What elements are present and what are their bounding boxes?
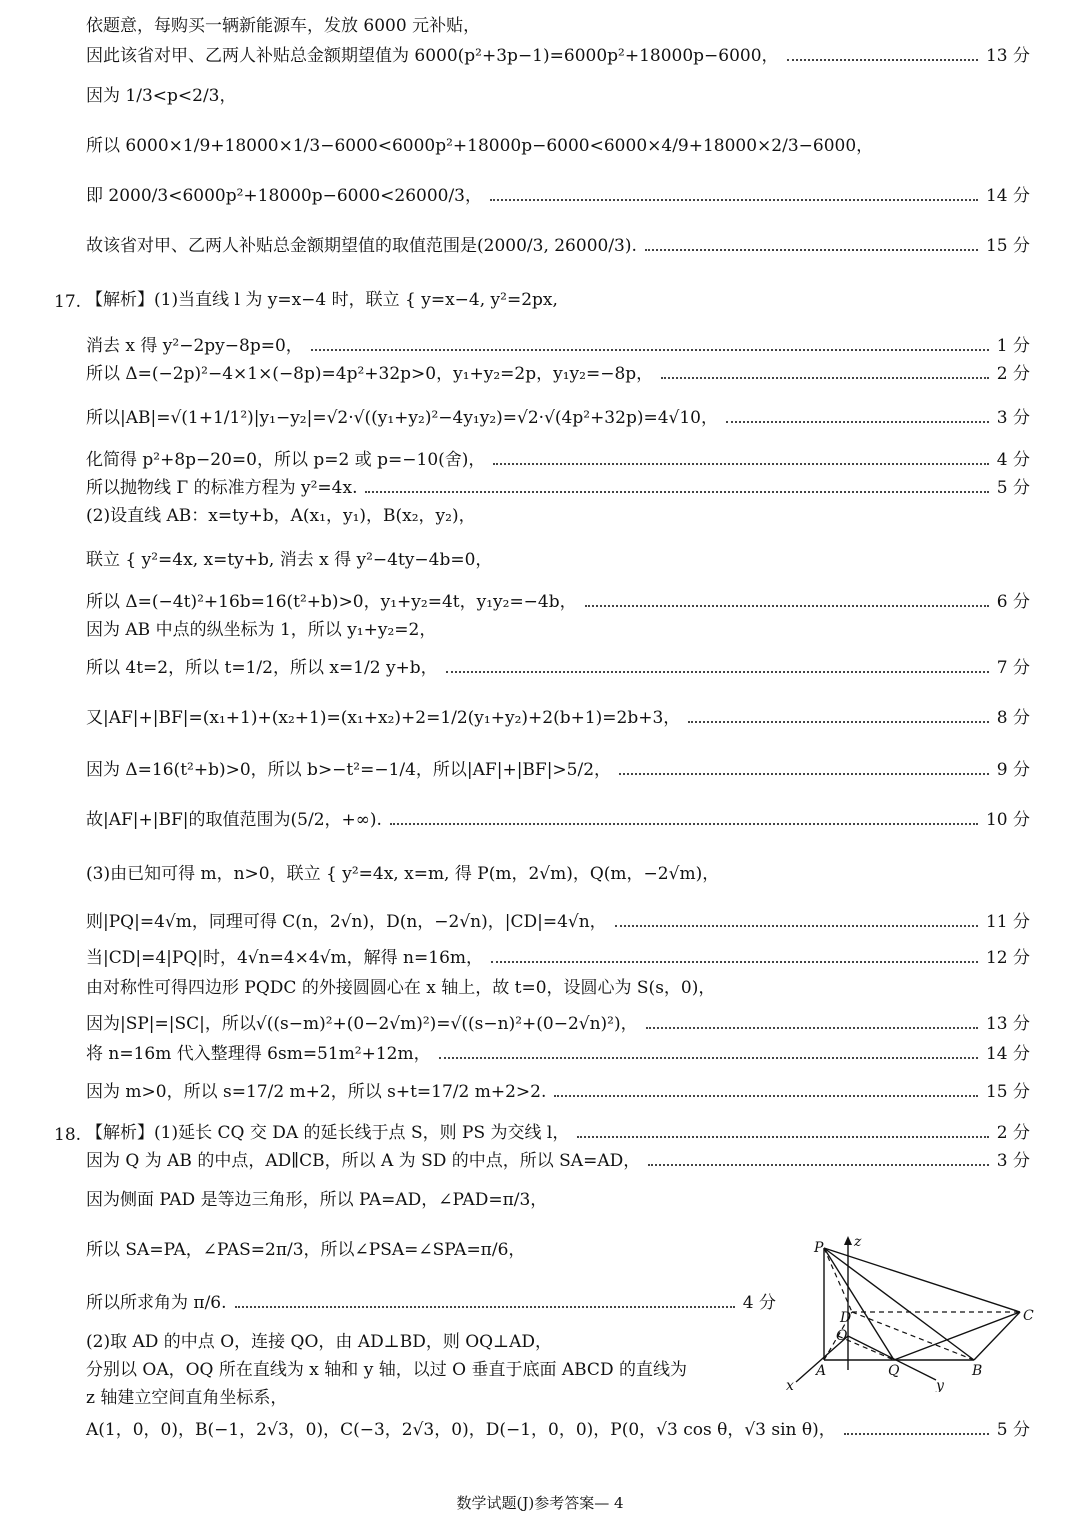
line-text: 依题意，每购买一辆新能源车，发放 6000 元补贴， xyxy=(86,16,481,36)
solution-line xyxy=(86,410,1030,427)
score-label: 2 分 xyxy=(996,1123,1030,1143)
line-text: 将 n=16m 代入整理得 6sm=51m²+12m， xyxy=(86,1044,431,1064)
leader-dots xyxy=(787,59,978,61)
score-label: 13 分 xyxy=(985,46,1030,66)
solution-line xyxy=(86,1084,1030,1101)
line-text: 故该省对甲、乙两人补贴总金额期望值的取值范围是(2000/3, 26000/3). xyxy=(86,236,637,256)
line-text: 当|CD|=4|PQ|时，4√n=4×4√m，解得 n=16m， xyxy=(86,948,484,968)
line-text: A(1，0，0)，B(−1，2√3，0)，C(−3，2√3，0)，D(−1，0，0)，P(0，√3 cos θ，√3 sin θ)， xyxy=(86,1420,836,1440)
line-text: 所以所求角为 π/6. xyxy=(86,1293,227,1313)
solution-line xyxy=(86,1390,776,1407)
solution-line xyxy=(86,710,1030,727)
solution-line xyxy=(86,292,1030,309)
line-text: 所以 6000×1/9+18000×1/3−6000<6000p²+18000p−6000<6000×4/9+18000×2/3−6000， xyxy=(86,136,874,156)
label-c: C xyxy=(1023,1308,1034,1324)
line-text: 【解析】(1)延长 CQ 交 DA 的延长线于点 S，则 PS 为交线 l， xyxy=(86,1123,570,1143)
solution-line xyxy=(86,88,1030,105)
line-text: 所以 Δ=(−2p)²−4×1×(−8p)=4p²+32p>0，y₁+y₂=2p，y₁y₂=−8p， xyxy=(86,364,654,384)
label-q: Q xyxy=(888,1363,900,1379)
label-a: A xyxy=(816,1363,827,1379)
line-text: 因为 AB 中点的纵坐标为 1，所以 y₁+y₂=2， xyxy=(86,620,437,640)
solution-line xyxy=(86,1242,776,1259)
solution-line xyxy=(86,238,1030,255)
leader-dots xyxy=(844,1433,989,1435)
solution-line xyxy=(86,48,1030,65)
line-text: 故|AF|+|BF|的取值范围为(5/2，+∞). xyxy=(86,810,382,830)
page-footer: 数学试题(J)参考答案— 4 xyxy=(456,1494,624,1512)
score-label: 14 分 xyxy=(985,1044,1030,1064)
solution-line xyxy=(86,1016,1030,1033)
line-text: 消去 x 得 y²−2py−8p=0， xyxy=(86,336,303,356)
score-label: 5 分 xyxy=(996,1420,1030,1440)
solution-line xyxy=(86,338,1030,355)
leader-dots xyxy=(493,463,988,465)
line-text: 所以 SA=PA，∠PAS=2π/3，所以∠PSA=∠SPA=π/6， xyxy=(86,1240,526,1260)
leader-dots xyxy=(646,1027,978,1029)
leader-dots xyxy=(619,773,989,775)
score-label: 9 分 xyxy=(996,760,1030,780)
leader-dots xyxy=(645,249,978,251)
solution-line xyxy=(86,866,1030,883)
line-text: 因为 Δ=16(t²+b)>0，所以 b>−t²=−1/4，所以|AF|+|BF|>5/2， xyxy=(86,760,612,780)
line-text: 因为 Q 为 AB 的中点，AD∥CB，所以 A 为 SD 的中点，所以 SA=AD， xyxy=(86,1151,641,1171)
solution-line xyxy=(86,660,1030,677)
line-text: 则|PQ|=4√m，同理可得 C(n，2√n)，D(n，−2√n)，|CD|=4√n， xyxy=(86,912,607,932)
line-text: 所以|AB|=√(1+1/1²)|y₁−y₂|=√2·√((y₁+y₂)²−4y₁y₂)=√2·√(4p²+32p)=4√10， xyxy=(86,408,718,428)
solution-line xyxy=(86,366,1030,383)
solution-line xyxy=(86,1192,776,1209)
label-z: z xyxy=(854,1234,862,1250)
score-label: 4 分 xyxy=(742,1293,776,1313)
line-text: 因为 m>0，所以 s=17/2 m+2，所以 s+t=17/2 m+2>2. xyxy=(86,1082,547,1102)
z-arrow xyxy=(844,1236,852,1245)
leader-dots xyxy=(661,377,989,379)
solution-line xyxy=(86,1153,1030,1170)
line-text: 又|AF|+|BF|=(x₁+1)+(x₂+1)=(x₁+x₂)+2=1/2(y₁+y₂)+2(b+1)=2b+3， xyxy=(86,708,681,728)
leader-dots xyxy=(577,1136,988,1138)
pyramid-figure xyxy=(778,1232,1038,1392)
label-b: B xyxy=(972,1363,983,1379)
label-p: P xyxy=(814,1240,824,1256)
solution-line xyxy=(86,594,1030,611)
line-text: 因此该省对甲、乙两人补贴总金额期望值为 6000(p²+3p−1)=6000p²+18000p−6000， xyxy=(86,46,779,66)
label-o: O xyxy=(836,1328,848,1344)
question-number-17: 17. xyxy=(54,292,82,312)
solution-line xyxy=(86,812,1030,829)
leader-dots xyxy=(554,1095,978,1097)
leader-dots xyxy=(688,721,988,723)
score-label: 2 分 xyxy=(996,364,1030,384)
line-text: 即 2000/3<6000p²+18000p−6000<26000/3， xyxy=(86,186,482,206)
edge-pc xyxy=(824,1248,1020,1312)
score-label: 6 分 xyxy=(996,592,1030,612)
score-label: 14 分 xyxy=(985,186,1030,206)
score-label: 15 分 xyxy=(985,1082,1030,1102)
line-text: 所以 4t=2，所以 t=1/2，所以 x=1/2 y+b， xyxy=(86,658,438,678)
solution-line xyxy=(86,622,1030,639)
solution-line xyxy=(86,1362,776,1379)
score-label: 5 分 xyxy=(996,478,1030,498)
solution-line xyxy=(86,1334,776,1351)
score-label: 12 分 xyxy=(985,948,1030,968)
line-text: 因为|SP|=|SC|，所以√((s−m)²+(0−2√m)²)=√((s−n)²+(0−2√n)²)， xyxy=(86,1014,638,1034)
solution-line xyxy=(86,138,1030,155)
solution-line xyxy=(86,980,1030,997)
score-label: 13 分 xyxy=(985,1014,1030,1034)
line-text: 由对称性可得四边形 PQDC 的外接圆圆心在 x 轴上，故 t=0，设圆心为 S(s，0)， xyxy=(86,978,716,998)
leader-dots xyxy=(585,605,989,607)
solution-line xyxy=(86,508,1030,525)
leader-dots xyxy=(365,491,988,493)
solution-line xyxy=(86,18,1030,35)
solution-line xyxy=(86,452,1030,469)
score-label: 10 分 xyxy=(985,810,1030,830)
line-text: (2)取 AD 的中点 O，连接 QO，由 AD⊥BD，则 OQ⊥AD， xyxy=(86,1332,553,1352)
solution-line xyxy=(86,950,1030,967)
leader-dots xyxy=(726,421,989,423)
score-label: 11 分 xyxy=(985,912,1030,932)
score-label: 7 分 xyxy=(996,658,1030,678)
line-text: 所以抛物线 Γ 的标准方程为 y²=4x. xyxy=(86,478,358,498)
line-text: 联立 { y²=4x, x=ty+b, 消去 x 得 y²−4ty−4b=0， xyxy=(86,550,493,570)
solution-line xyxy=(86,1422,1030,1439)
line-text: 分别以 OA，OQ 所在直线为 x 轴和 y 轴，以过 O 垂直于底面 ABCD 的直线为 xyxy=(86,1360,687,1380)
line-text: (2)设直线 AB：x=ty+b，A(x₁，y₁)，B(x₂，y₂)， xyxy=(86,506,476,526)
label-d: D xyxy=(840,1310,852,1326)
label-x: x xyxy=(786,1378,794,1392)
line-text: 因为侧面 PAD 是等边三角形，所以 PA=AD，∠PAD=π/3， xyxy=(86,1190,548,1210)
solution-line xyxy=(86,480,1030,497)
leader-dots xyxy=(491,961,978,963)
question-number-18: 18. xyxy=(54,1125,82,1145)
leader-dots xyxy=(439,1057,978,1059)
line-text: 因为 1/3<p<2/3， xyxy=(86,86,237,106)
score-label: 3 分 xyxy=(996,408,1030,428)
score-label: 3 分 xyxy=(996,1151,1030,1171)
line-text: 【解析】(1)当直线 l 为 y=x−4 时，联立 { y=x−4, y²=2px, xyxy=(86,290,558,310)
leader-dots xyxy=(235,1306,735,1308)
edge-pq xyxy=(824,1248,894,1360)
label-y: y xyxy=(936,1378,944,1392)
line-text: (3)由已知可得 m，n>0，联立 { y²=4x, x=m, 得 P(m，2√m)，Q(m，−2√m)， xyxy=(86,864,720,884)
line-text: z 轴建立空间直角坐标系， xyxy=(86,1388,288,1408)
line-text: 化简得 p²+8p−20=0，所以 p=2 或 p=−10(舍)， xyxy=(86,450,486,470)
leader-dots xyxy=(446,671,989,673)
leader-dots xyxy=(390,823,978,825)
solution-line xyxy=(86,1046,1030,1063)
solution-line xyxy=(86,552,1030,569)
solution-line xyxy=(86,1295,776,1312)
solution-line xyxy=(86,914,1030,931)
score-label: 4 分 xyxy=(996,450,1030,470)
leader-dots xyxy=(615,925,978,927)
leader-dots xyxy=(311,349,989,351)
score-label: 8 分 xyxy=(996,708,1030,728)
score-label: 1 分 xyxy=(996,336,1030,356)
solution-line xyxy=(86,188,1030,205)
edge-bc xyxy=(974,1312,1020,1360)
score-label: 15 分 xyxy=(985,236,1030,256)
leader-dots xyxy=(648,1164,989,1166)
solution-line xyxy=(86,762,1030,779)
line-text: 所以 Δ=(−4t)²+16b=16(t²+b)>0，y₁+y₂=4t，y₁y₂=−4b， xyxy=(86,592,577,612)
solution-line xyxy=(86,1125,1030,1142)
leader-dots xyxy=(490,199,978,201)
